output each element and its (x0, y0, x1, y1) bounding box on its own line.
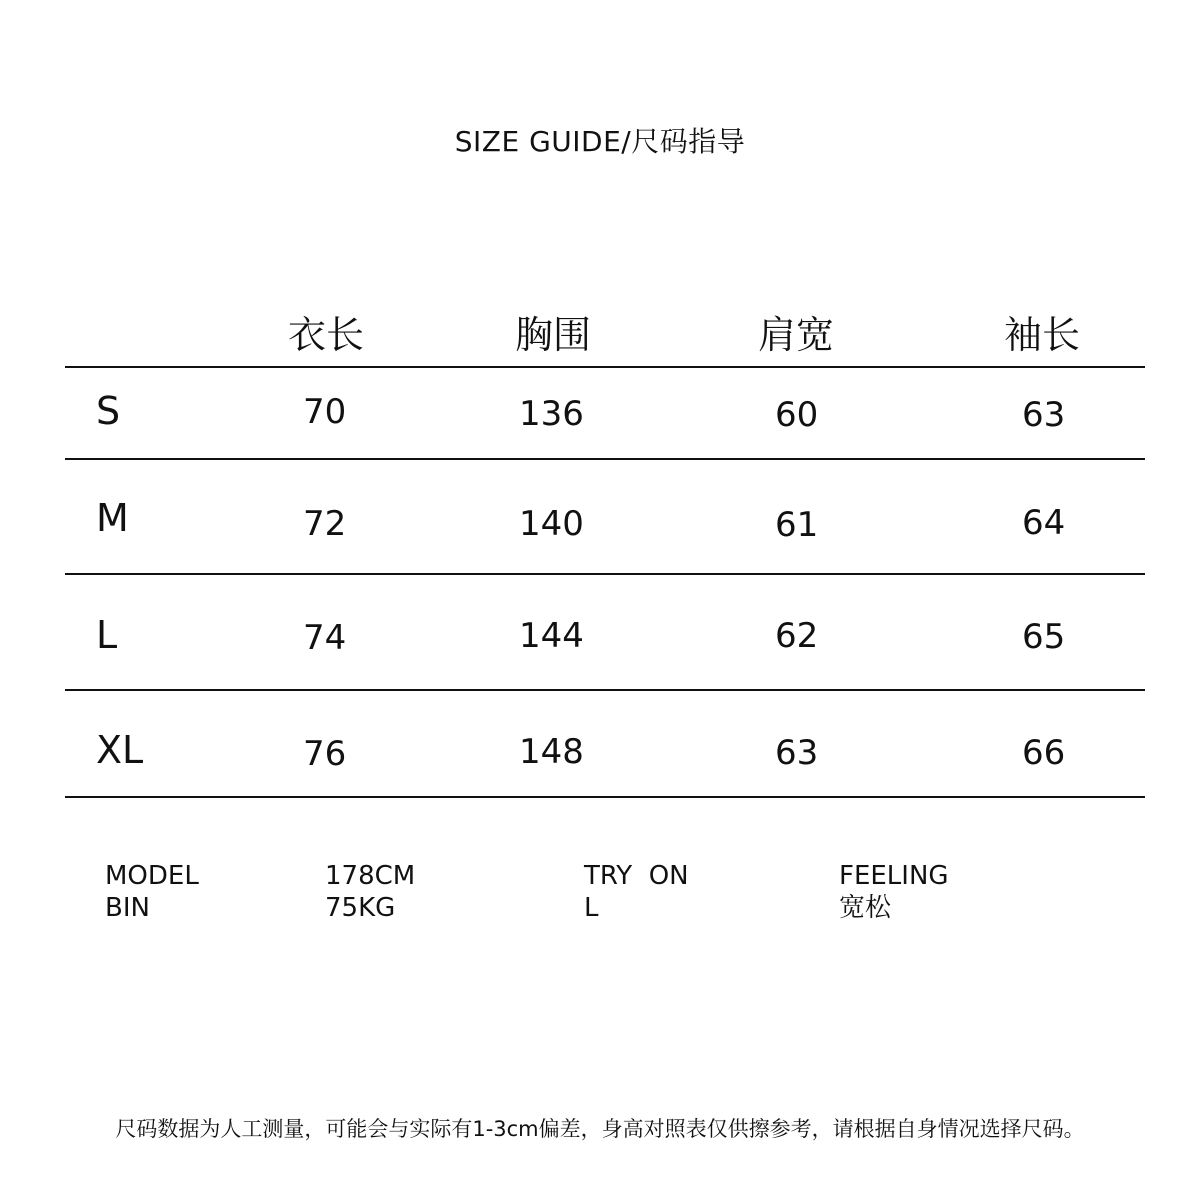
size-label: S (96, 389, 121, 433)
table-cell: 144 (519, 616, 584, 656)
table-cell: 65 (1022, 617, 1066, 657)
model-height: 178CM (325, 861, 416, 891)
table-rule-bottom (65, 796, 1145, 798)
table-cell: 148 (519, 732, 584, 772)
table-cell: 63 (775, 733, 819, 773)
table-cell: 63 (1022, 395, 1066, 435)
column-header-sleeve: 袖长 (1003, 313, 1080, 357)
page-title: SIZE GUIDE/尺码指导 (454, 125, 746, 158)
table-cell: 64 (1022, 503, 1066, 543)
table-cell: 74 (303, 618, 347, 658)
table-rule-top (65, 366, 1145, 368)
column-header-chest: 胸围 (514, 313, 591, 357)
table-cell: 61 (775, 505, 819, 545)
table-rule-2 (65, 573, 1145, 575)
table-cell: 66 (1022, 733, 1066, 773)
size-label: XL (96, 728, 144, 772)
measurement-footnote: 尺码数据为人工测量，可能会与实际有1-3cm偏差，身高对照表仅供擦参考，请根据自身情况选择尺码。 (115, 1117, 1085, 1141)
size-label: M (96, 496, 129, 540)
feeling-block (839, 860, 949, 924)
try-on-label: TRY ON (584, 861, 689, 891)
table-cell: 76 (303, 734, 347, 774)
model-measurements-block (325, 860, 415, 924)
model-weight: 75KG (325, 893, 396, 923)
size-label: L (96, 613, 118, 657)
table-cell: 62 (775, 616, 819, 656)
table-cell: 136 (519, 394, 584, 434)
feeling-value: 宽松 (839, 893, 892, 923)
model-label: MODEL (105, 861, 199, 891)
model-name-block (105, 860, 199, 924)
try-on-size: L (584, 893, 599, 923)
feeling-label: FEELING (839, 861, 949, 891)
table-rule-1 (65, 458, 1145, 460)
column-header-shoulder: 肩宽 (757, 313, 834, 357)
try-on-block (584, 860, 689, 924)
table-rule-3 (65, 689, 1145, 691)
table-cell: 70 (303, 392, 347, 432)
column-header-length: 衣长 (287, 313, 364, 357)
model-name: BIN (105, 893, 150, 923)
table-cell: 72 (303, 504, 347, 544)
table-cell: 60 (775, 395, 819, 435)
table-cell: 140 (519, 504, 584, 544)
